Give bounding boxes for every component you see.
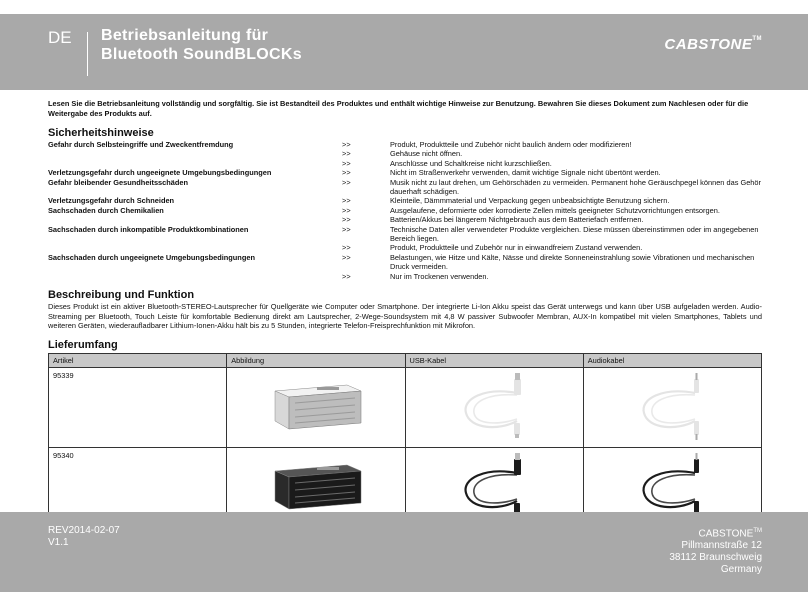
safety-heading: Sicherheitshinweise [48, 127, 154, 139]
safety-arrow: >> [342, 205, 351, 215]
safety-hazard-label [48, 215, 342, 224]
brand-logo [664, 36, 762, 53]
page-footer [0, 512, 808, 592]
revision-date: REV2014-02-07 [48, 525, 120, 536]
safety-arrow: >> [342, 168, 351, 178]
article-number: 95339 [53, 370, 74, 380]
title-line-2: Bluetooth SoundBLOCKs [101, 46, 302, 63]
safety-hazard-label [48, 243, 342, 252]
safety-arrow: >> [342, 158, 351, 168]
safety-hazard-label [48, 159, 342, 168]
safety-instruction: Gehäuse nicht öffnen. [390, 149, 463, 159]
description-paragraph: Dieses Produkt ist ein aktiver Bluetooth-STEREO-Lautsprecher für Quellgeräte wie Computer oder Smartphone. Der integrierte Li-Ion Akku speist das Gerät unterwegs und kann über USB aufgeladen werden. Audio-Streaming per Bluetooth, Touch Leiste für komfortable Bedienung direkt am Lautsprecher, 2-Wege-Soundsystem mit 4,8 W passiver Subwoofer Membran, AUX-In kompatibel mit vielen Smartphones, Tablets und weiteren Geräten, wiederaufladbarer Lithium-Ionen-Akku hält bis zu 5 Stunden, integrierte Telefon-Freisprechfunktion mit Mikrofon. [48, 302, 762, 331]
safety-row [48, 243, 762, 252]
table-row [49, 367, 762, 447]
company-address [669, 525, 762, 576]
safety-instruction: Technische Daten aller verwendeter Produkte vergleichen. Diese müssen übereinstimmen oder im angegebenen Bereich liegen. [390, 224, 759, 244]
delivery-heading: Lieferumfang [48, 338, 118, 351]
safety-hazard-label: Sachschaden durch ungeeignete Umgebungsbedingungen [48, 252, 255, 262]
safety-hazard-label: Gefahr durch Selbsteingriffe und Zweckentfremdung [48, 140, 234, 149]
table-header-row [49, 353, 762, 367]
safety-arrow: >> [342, 177, 351, 187]
safety-row [48, 196, 762, 205]
safety-arrow: >> [342, 271, 351, 281]
col-image: Abbildung [227, 353, 405, 367]
safety-row [48, 149, 762, 158]
audio-cable-image [584, 368, 761, 447]
safety-row [48, 206, 762, 215]
brand-logo-tm: TM [752, 36, 762, 42]
safety-list [48, 140, 762, 281]
safety-instruction: Musik nicht zu laut drehen, um Gehörschäden zu vermeiden. Permanent hohe Geräuschpegel können das Gehör dauerhaft schädigen. [390, 177, 761, 197]
safety-row [48, 168, 762, 177]
brand-logo-text: CABSTONE [664, 36, 753, 53]
safety-instruction: Batterien/Akkus bei längerem Nichtgebrauch aus dem Batteriefach entfernen. [390, 215, 644, 225]
safety-instruction: Nicht im Straßenverkehr verwenden, damit wichtige Signale nicht übertönt werden. [390, 168, 661, 178]
revision-info [48, 525, 120, 549]
article-cell [49, 367, 227, 447]
article-number: 95340 [53, 450, 74, 460]
company-tm: TM [753, 528, 762, 534]
company-city: 38112 Braunschweig [669, 552, 762, 564]
image-cell [227, 367, 405, 447]
company-country: Germany [720, 564, 762, 576]
safety-instruction: Produkt, Produktteile und Zubehör nur in einwandfreiem Zustand verwenden. [390, 243, 643, 253]
safety-hazard-label [48, 272, 342, 281]
company-name [669, 525, 762, 540]
safety-arrow: >> [342, 243, 351, 253]
safety-instruction: Produkt, Produktteile und Zubehör nicht baulich ändern oder modifizieren! [390, 140, 632, 149]
col-usb-cable: USB-Kabel [405, 353, 583, 367]
safety-arrow: >> [342, 140, 351, 149]
safety-hazard-label: Gefahr bleibender Gesundheitsschäden [48, 177, 189, 187]
safety-row [48, 215, 762, 224]
document-body [48, 99, 762, 528]
description-heading: Beschreibung und Funktion [48, 289, 195, 302]
col-article: Artikel [49, 353, 227, 367]
company-name-text: CABSTONE [698, 528, 754, 540]
safety-instruction: Belastungen, wie Hitze und Kälte, Nässe und direkte Sonneneinstrahlung sowie Vibrationen und mechanischen Druck vermeiden. [390, 252, 755, 272]
safety-row [48, 140, 762, 149]
document-title [101, 26, 302, 64]
safety-hazard-label: Verletzungsgefahr durch ungeeignete Umgebungsbedingungen [48, 168, 272, 178]
safety-row [48, 159, 762, 168]
header-divider [87, 32, 88, 76]
usb-cable-cell [405, 367, 583, 447]
audio-cable-cell [583, 367, 761, 447]
safety-hazard-label: Verletzungsgefahr durch Schneiden [48, 196, 175, 206]
safety-row [48, 225, 762, 244]
safety-hazard-label: Sachschaden durch Chemikalien [48, 205, 164, 215]
safety-instruction: Kleinteile, Dämmmaterial und Verpackung gegen unbeabsichtigte Benutzung sichern. [390, 196, 670, 206]
safety-hazard-label: Sachschaden durch inkompatible Produktkombinationen [48, 224, 249, 234]
company-street: Pillmannstraße 12 [681, 540, 762, 552]
language-code: DE [48, 28, 72, 47]
safety-row [48, 272, 762, 281]
intro-paragraph: Lesen Sie die Betriebsanleitung vollständig und sorgfältig. Sie ist Bestandteil des Produktes und enthält wichtige Hinweise zur Benutzung. Bewahren Sie dieses Dokument zum Nachlesen oder für die Weitergabe des Produkts auf. [48, 99, 749, 118]
safety-arrow: >> [342, 196, 351, 206]
title-line-1: Betriebsanleitung für [101, 27, 269, 44]
delivery-table [48, 353, 762, 528]
safety-row [48, 178, 762, 197]
safety-hazard-label [48, 149, 342, 158]
safety-instruction: Ausgelaufene, deformierte oder korrodierte Zellen mittels geeigneter Schutzvorrichtungen entsorgen. [390, 205, 720, 215]
page-header [0, 14, 808, 90]
safety-row [48, 253, 762, 272]
safety-arrow: >> [342, 224, 351, 234]
safety-instruction: Anschlüsse und Schaltkreise nicht kurzschließen. [390, 158, 552, 168]
safety-arrow: >> [342, 215, 351, 225]
safety-arrow: >> [342, 149, 351, 159]
col-audio-cable: Audiokabel [583, 353, 761, 367]
usb-cable-image [406, 368, 583, 447]
safety-arrow: >> [342, 252, 351, 262]
speaker-image [227, 368, 404, 447]
version-number: V1.1 [48, 537, 69, 548]
safety-instruction: Nur im Trockenen verwenden. [390, 271, 489, 281]
